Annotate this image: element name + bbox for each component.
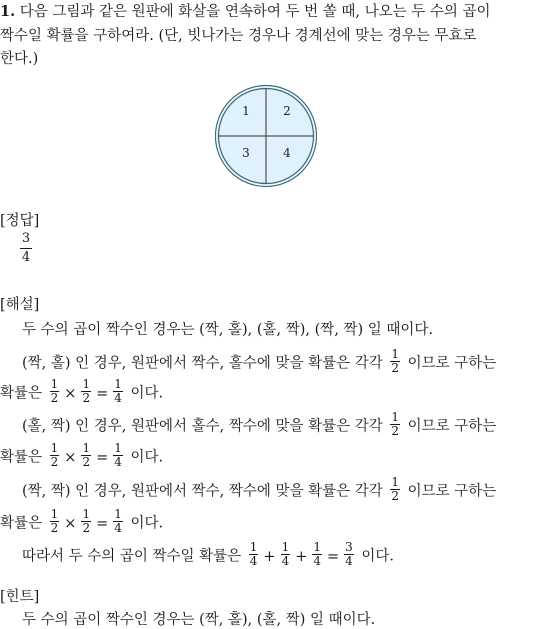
result-fraction: $\frac{3}{4}$: [345, 540, 353, 568]
times-sign: ×: [64, 449, 77, 466]
case3-tail: 이므로 구하는: [407, 483, 497, 500]
hint-text: 두 수의 곱이 짝수인 경우는 (짝, 홀), (홀, 짝) 일 때이다.: [22, 612, 376, 628]
case2-text: (홀, 짝) 인 경우, 원판에서 홀수, 짝수에 맞을 확률은 각각: [22, 418, 383, 435]
half-fraction: $\frac{1}{2}$: [50, 441, 59, 469]
equals-sign: =: [96, 515, 109, 532]
target-disk-figure: [214, 84, 318, 188]
explanation-line-3: 확률은 $\frac{1}{2}$ × $\frac{1}{2}$ = $\frac{1}{4}$ 이다.: [0, 377, 164, 405]
quarter-fraction: $\frac{1}{4}$: [281, 540, 290, 568]
explanation-line-4: [22, 410, 497, 440]
half-fraction: $\frac{1}{2}$: [82, 441, 91, 469]
question-line-2: 짝수일 확률을 구하여라. (단, 빗나가는 경우나 경계선에 맞는 경우는 무효로: [0, 28, 477, 44]
explanation-line-5: 확률은 $\frac{1}{2}$ × $\frac{1}{2}$ = $\frac{1}{4}$ 이다.: [0, 441, 164, 469]
case3-text: (짝, 짝) 인 경우, 원판에서 짝수, 짝수에 맞을 확률은 각각: [22, 483, 383, 500]
answer-numerator: 3: [21, 231, 31, 246]
sector-label-2: 2: [283, 104, 291, 118]
sector-label-4: 4: [283, 146, 291, 160]
half-fraction: $\frac{1}{2}$: [391, 410, 400, 438]
question-text-1: 다음 그림과 같은 원판에 화살을 연속하여 두 번 쏠 때, 나오는 두 수의 곱이: [19, 4, 491, 20]
explanation-line-6: [22, 475, 497, 505]
explanation-line-1: 두 수의 곱이 짝수인 경우는 (짝, 홀), (홀, 짝), (짝, 짝) 일 때이다.: [22, 322, 434, 338]
sector-label-3: 3: [242, 146, 250, 160]
question-line-3: 한다.): [0, 51, 39, 67]
question-line-1: [0, 3, 490, 21]
equals-sign: =: [327, 548, 340, 565]
quarter-fraction: $\frac{1}{4}$: [313, 540, 321, 568]
case2-tail: 이므로 구하는: [407, 418, 497, 435]
hint-label: [힌트]: [0, 589, 40, 605]
case1-tail: 이므로 구하는: [407, 355, 497, 372]
half-fraction: $\frac{1}{2}$: [50, 507, 59, 535]
explanation-line-2: [22, 347, 497, 377]
half-fraction: $\frac{1}{2}$: [82, 507, 91, 535]
quarter-fraction: $\frac{1}{4}$: [114, 507, 122, 535]
equals-sign: =: [96, 449, 109, 466]
plus-sign: +: [263, 548, 276, 565]
question-number: 1.: [0, 3, 16, 20]
half-fraction: $\frac{1}{2}$: [391, 347, 400, 375]
quarter-fraction: $\frac{1}{4}$: [114, 377, 122, 405]
answer-fraction: [20, 232, 32, 265]
times-sign: ×: [64, 385, 77, 402]
case1-text: (짝, 홀) 인 경우, 원판에서 짝수, 홀수에 맞을 확률은 각각: [22, 355, 383, 372]
half-fraction: $\frac{1}{2}$: [82, 377, 91, 405]
quarter-fraction: $\frac{1}{4}$: [249, 540, 258, 568]
answer-denominator: 4: [21, 250, 31, 265]
answer-label: [정답]: [0, 213, 40, 229]
explanation-line-8: 따라서 두 수의 곱이 짝수일 확률은 $\frac{1}{4}$ + $\frac{1}{4}$ + $\frac{1}{4}$ = $\frac{3}{4}$ 이다.: [22, 540, 395, 568]
sector-label-1: 1: [242, 104, 250, 118]
explanation-label: [해설]: [0, 297, 40, 313]
quarter-fraction: $\frac{1}{4}$: [114, 441, 122, 469]
explanation-line-7: 확률은 $\frac{1}{2}$ × $\frac{1}{2}$ = $\frac{1}{4}$ 이다.: [0, 507, 164, 535]
times-sign: ×: [64, 515, 77, 532]
half-fraction: $\frac{1}{2}$: [391, 475, 400, 503]
equals-sign: =: [96, 385, 109, 402]
plus-sign: +: [295, 548, 308, 565]
half-fraction: $\frac{1}{2}$: [50, 377, 59, 405]
answer-fraction-bar: [20, 248, 32, 249]
